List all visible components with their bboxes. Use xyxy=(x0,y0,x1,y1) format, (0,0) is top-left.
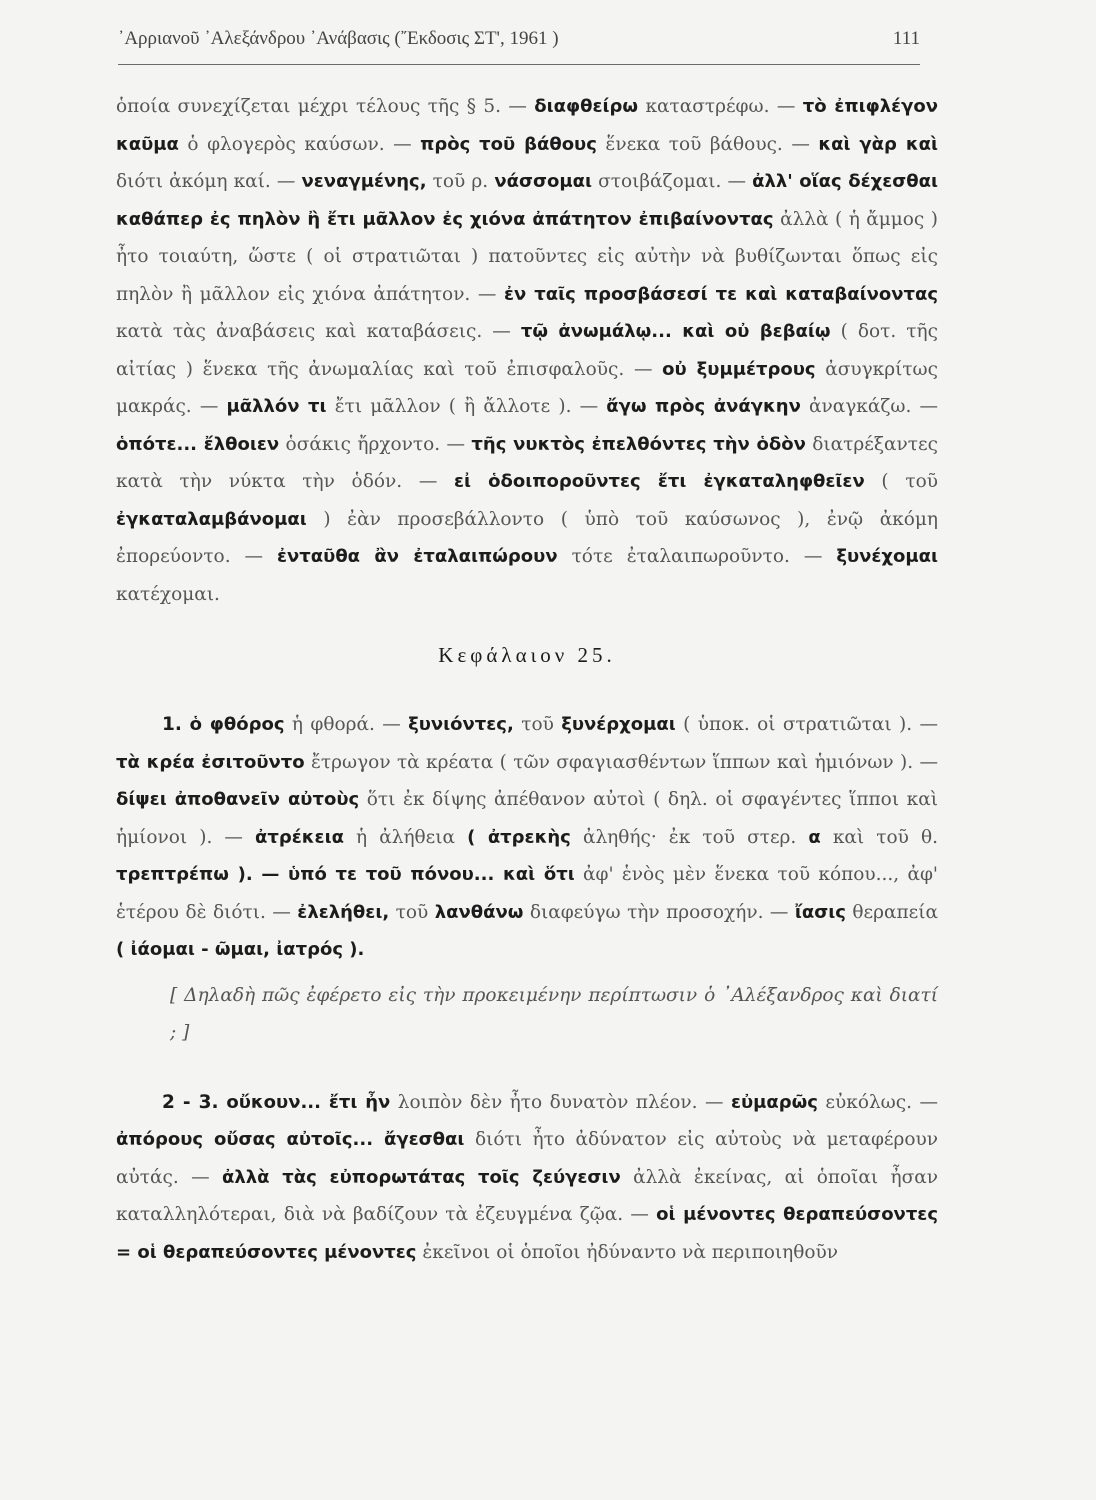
page-body xyxy=(116,88,938,1271)
lemma-term: ὁ φθόρος xyxy=(181,714,285,735)
gloss-text: ἕνεκα τοῦ βάθους. — xyxy=(596,133,819,155)
lemma-term: ἀλλ' οἵας δέχεσθαι καθάπερ ἐς πηλὸν ἢ ἔτι μᾶλλον ἐς χιόνα ἀπάτητον ἐπιβαίνοντας xyxy=(116,171,939,230)
gloss-text: ἔτρωγον τὰ κρέατα ( τῶν σφαγιασθέντων ἵππων καὶ ἡμιόνων ). — xyxy=(304,751,939,773)
lemma-term: εἰ ὁδοιποροῦντες ἔτι ἐγκαταληφθεῖεν xyxy=(454,471,865,492)
lemma-term: νεναγμένης, xyxy=(301,171,427,192)
gloss-text: εὐκόλως. — xyxy=(817,1091,938,1113)
gloss-text: τοῦ ρ. xyxy=(426,171,495,192)
gloss-text: ὁποία συνεχίζεται μέχρι τέλους τῆς § 5. — xyxy=(116,96,535,117)
lemma-term: πρὸς τοῦ βάθους xyxy=(420,133,597,155)
gloss-text: ἡ φθορά. — xyxy=(284,714,409,735)
lemma-term: ( ἀτρεκὴς xyxy=(467,826,571,848)
gloss-text: ὅτι ἐκ δίψης ἀπέθανον αὐτοὶ ( δηλ. οἱ σφαγέντες ἵπποι καὶ ἡμίονοι ). — xyxy=(116,789,938,848)
page-number: 111 xyxy=(892,28,920,49)
lemma-term: λανθάνω xyxy=(434,901,524,923)
gloss-text: ὁσάκις ἤρχοντο. — xyxy=(279,433,472,455)
lemma-term: τῷ ἀνωμάλῳ... καὶ οὐ βεβαίῳ xyxy=(520,321,831,342)
gloss-text: ἀλλὰ ( ἡ ἄμμος ) ἦτο τοιαύτη, ὥστε ( οἱ στρατιῶται ) πατοῦντες εἰς αὐτὴν νὰ βυθίζωνται ὅπως εἰς πηλὸν ἢ μᾶλλον εἰς χιόνα ἀπάτητον. — xyxy=(116,208,938,305)
lemma-term: ἀτρέκεια xyxy=(255,826,344,848)
gloss-text: ἐκεῖνοι οἱ ὁποῖοι ἠδύναντο νὰ περιποιηθοῦν xyxy=(416,1241,839,1263)
lemma-term: οὔκουν... ἔτι ἦν xyxy=(218,1091,391,1113)
gloss-text: τοῦ xyxy=(389,901,435,923)
gloss-text: ἔτι μᾶλλον ( ἢ ἄλλοτε ). — xyxy=(326,396,607,417)
gloss-text: διότι ἦτο ἀδύνατον εἰς αὐτοὺς νὰ μεταφέρουν αὐτάς. — xyxy=(116,1129,939,1188)
gloss-text: καταστρέφω. — xyxy=(638,96,803,117)
lemma-term: τὸ ἐπιφλέγον καῦμα xyxy=(116,96,939,155)
gloss-text: θεραπεία xyxy=(845,901,939,923)
lemma-term: ἐγκαταλαμβάνομαι xyxy=(116,508,307,530)
lemma-term: α xyxy=(808,826,821,848)
gloss-text: ἀλλὰ ἐκείνας, αἱ ὁποῖαι ἦσαν καταλληλότεραι, διὰ νὰ βαδίζουν τὰ ἐζευγμένα ζῷα. — xyxy=(116,1166,938,1225)
lemma-term: εὐμαρῶς xyxy=(730,1091,818,1113)
lemma-term: ξυνέρχομαι xyxy=(561,714,676,735)
lemma-term: ὁπότε... ἔλθοιεν xyxy=(116,433,280,455)
gloss-text: λοιπὸν δὲν ἦτο δυνατὸν πλέον. — xyxy=(390,1091,731,1113)
gloss-text: ) ἐὰν προσεβάλλοντο ( ὑπὸ τοῦ καύσωνος ), ἐνῷ ἀκόμη ἐπορεύοντο. — xyxy=(116,508,938,567)
section-number: 2 - 3. xyxy=(162,1091,219,1113)
spacer xyxy=(116,1052,938,1084)
gloss-text: ( ὑποκ. οἱ στρατιῶται ). — xyxy=(675,714,938,735)
lemma-term: ( ἰάομαι - ῶμαι, ἰατρός ). xyxy=(116,939,365,960)
gloss-text: ἀληθής· ἐκ τοῦ στερ. xyxy=(570,826,809,848)
section-2-3-paragraph xyxy=(116,1084,938,1272)
gloss-text: διαφεύγω τὴν προσοχήν. — xyxy=(523,901,795,923)
lemma-term: τὰ κρέα ἐσιτοῦντο xyxy=(116,751,305,773)
gloss-text: διατρέξαντες κατὰ τὴν νύκτα τὴν ὁδόν. — xyxy=(116,433,938,492)
lemma-term: οὐ ξυμμέτρους xyxy=(662,358,816,380)
lemma-term: ἐνταῦθα ἂν ἐταλαιπώρουν xyxy=(277,546,558,567)
lemma-term: ἴασις xyxy=(794,901,846,923)
section-number: 1. xyxy=(162,714,182,735)
gloss-text: τότε ἐταλαιπωροῦντο. — xyxy=(557,546,837,567)
intro-paragraph xyxy=(116,88,938,613)
gloss-text: ἀναγκάζω. — xyxy=(800,396,938,417)
study-question-note: [ Δηλαδὴ πῶς ἐφέρετο εἰς τὴν προκειμένην περίπτωσιν ὁ ᾿Αλέξανδρος καὶ διατί ; ] xyxy=(170,984,938,1043)
section-1-paragraph xyxy=(116,706,938,969)
gloss-text: ( δοτ. τῆς αἰτίας ) ἕνεκα τῆς ἀνωμαλίας καὶ τοῦ ἐπισφαλοῦς. — xyxy=(116,321,938,380)
chapter-title: Κεφάλαιον 25. xyxy=(438,643,616,667)
lemma-term: ἀπόρους οὔσας αὐτοῖς... ἄγεσθαι xyxy=(116,1129,465,1150)
lemma-term: τῆς νυκτὸς ἐπελθόντες τὴν ὁδὸν xyxy=(471,433,806,455)
lemma-term: ξυνέχομαι xyxy=(836,546,938,567)
lemma-term: καὶ γὰρ καὶ xyxy=(818,133,938,155)
lemma-term: τρεπτρέπω ). — ὑπό τε τοῦ πόνου... καὶ ὅτι xyxy=(116,864,575,885)
gloss-text: ἀσυγκρίτως μακράς. — xyxy=(116,358,939,417)
lemma-term: ἐλελήθει, xyxy=(297,901,390,923)
lemma-term: οἱ μένοντες θεραπεύσοντες = οἱ θεραπεύσοντες μένοντες xyxy=(116,1204,938,1263)
lemma-term: διαφθείρω xyxy=(534,96,639,117)
gloss-text: ἡ ἀλήθεια xyxy=(343,826,468,848)
lemma-term: ἀλλὰ τὰς εὐπορωτάτας τοῖς ζεύγεσιν xyxy=(221,1166,621,1188)
lemma-term: ἐν ταῖς προσβάσεσί τε καὶ καταβαίνοντας xyxy=(504,283,938,305)
gloss-text: ἀφ' ἑνὸς μὲν ἕνεκα τοῦ κόπου..., ἀφ' ἑτέρου δὲ διότι. — xyxy=(116,864,939,923)
gloss-text: ὁ φλογερὸς καύσων. — xyxy=(178,133,421,155)
gloss-text: στοιβάζομαι. — xyxy=(591,171,753,192)
lemma-term: μᾶλλόν τι xyxy=(226,396,327,417)
lemma-term: ἄγω πρὸς ἀνάγκην xyxy=(606,396,801,417)
gloss-text: τοῦ xyxy=(513,714,562,735)
lemma-term: ξυνιόντες, xyxy=(408,714,514,735)
running-title: ᾿Αρριανοῦ ᾿Αλεξάνδρου ᾿Ανάβασις (῎Εκδοσις ΣΤ', 1961 ) xyxy=(118,28,559,49)
gloss-text: κατέχομαι. xyxy=(116,583,220,605)
lemma-term: δίψει ἀποθανεῖν αὐτοὺς xyxy=(116,789,360,810)
lemma-term: νάσσομαι xyxy=(494,171,592,192)
gloss-text: καὶ τοῦ θ. xyxy=(820,826,939,848)
gloss-text: ( τοῦ xyxy=(864,471,938,492)
header-rule xyxy=(118,64,920,65)
gloss-text: διότι ἀκόμη καί. — xyxy=(116,171,302,192)
running-head xyxy=(118,28,920,50)
gloss-text: κατὰ τὰς ἀναβάσεις καὶ καταβάσεις. — xyxy=(116,321,521,342)
